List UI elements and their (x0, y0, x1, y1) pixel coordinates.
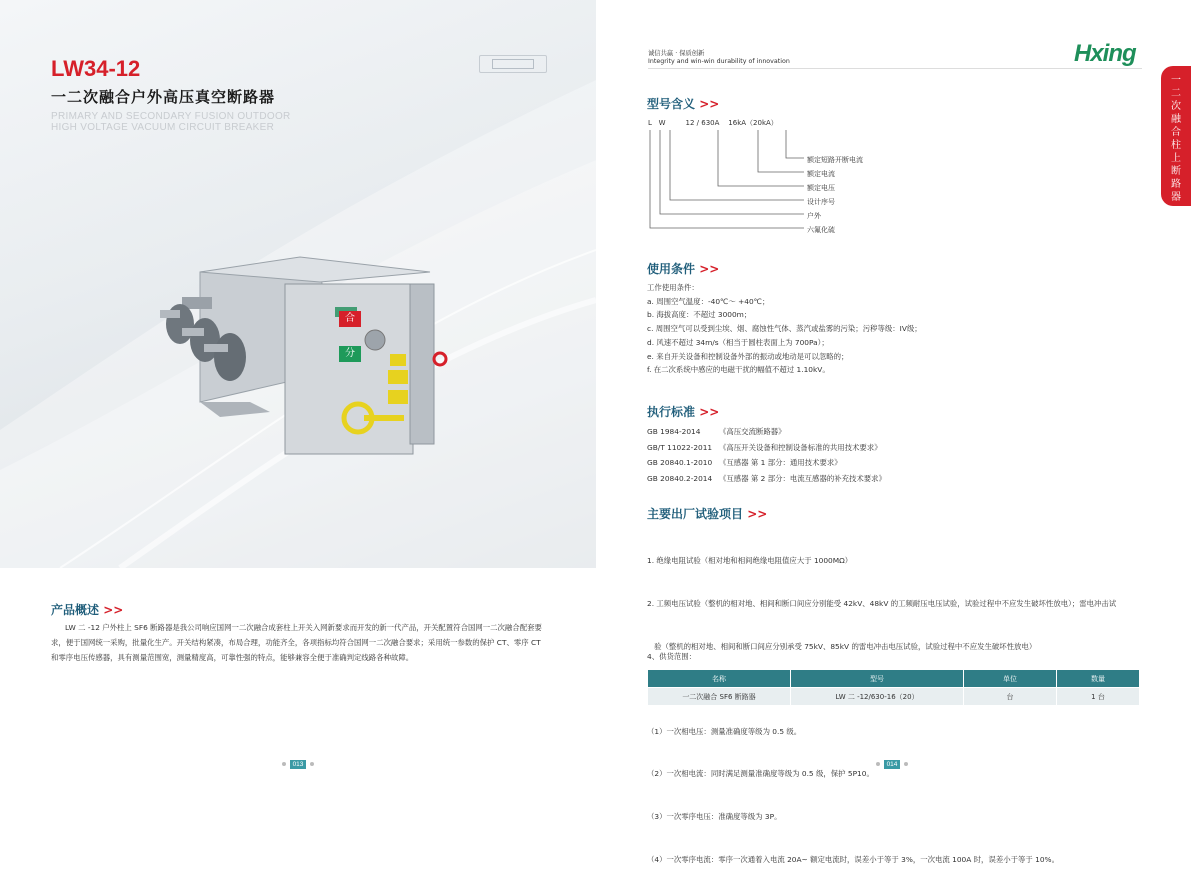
overview-heading-text: 产品概述 (51, 603, 100, 617)
standard-row (647, 455, 1141, 471)
model-meaning-heading-text: 型号含义 (647, 97, 696, 111)
supply-table (647, 669, 1140, 706)
circuit-breaker-illustration (160, 252, 460, 462)
supply-scope-heading: 4、供货范围： (647, 652, 697, 661)
factory-tests-heading-text: 主要出厂试验项目 (647, 507, 744, 521)
table-header-cell: 单位 (964, 670, 1057, 688)
model-code: L W 12 / 630A 16kA（20kA） (648, 119, 778, 127)
close-indicator-label: 合 (339, 311, 361, 327)
page-dot-icon (282, 762, 286, 766)
standards-list (647, 424, 1141, 486)
product-title: LW34-12 (51, 56, 141, 81)
standard-row (647, 471, 1141, 487)
condition-item: e. 来自开关设备和控制设备外部的振动或地动是可以忽略的； (647, 351, 849, 361)
header-divider (648, 68, 1142, 69)
table-header-cell: 数量 (1057, 670, 1140, 688)
standard-name: 《高压开关设备和控制设备标准的共用技术要求》 (719, 442, 882, 452)
standard-code: GB/T 11022-2011 (647, 442, 713, 452)
condition-item: 工作使用条件： (647, 283, 699, 292)
table-row (648, 688, 1140, 706)
condition-item: d. 风速不超过 34m/s（相当于圆柱表面上为 700Pa）； (647, 337, 829, 347)
standard-name: 《高压交流断路器》 (719, 427, 786, 436)
standard-code: GB 20840.2-2014 (647, 473, 713, 483)
open-indicator-label: 分 (339, 346, 361, 362)
standard-code: GB 1984-2014 (647, 427, 701, 436)
test-item: （2）一次相电流：同时满足测量准确度等级为 0.5 级，保护 5P10。 (647, 769, 874, 779)
model-label-4: 设计序号 (807, 198, 835, 206)
standard-row (647, 424, 1141, 440)
overview-paragraph: LW 二 -12 户外柱上 SF6 断路器是我公司响应国网一二次融合成套柱上开关入网新要求而开发的新一代产品，开关配置符合国网一二次融合配套要求，便于国网统一采购，批量化生产。开关结构紧凑，布局合理，功能齐全，各项指标均符合国网一二次融合要求；采用统一参数的保护 CT、零序 CT 和零序电压传感器，具有测量范围宽，测量精度高，可靠性强的特点，能够兼容全便于准确判定线路各种故障。 (51, 623, 542, 662)
standards-heading (647, 403, 719, 420)
factory-tests-list (647, 526, 1141, 895)
left-page (0, 0, 596, 808)
supply-table-header-row (648, 670, 1140, 688)
page-dot-icon (904, 762, 908, 766)
table-cell: 一二次融合 SF6 断路器 (648, 688, 791, 706)
table-cell: 1 台 (1057, 688, 1140, 706)
test-item: 1. 绝缘电阻试验（相对地和相间绝缘电阻值应大于 1000MΩ） (647, 556, 853, 566)
tagline-cn: 诚信共赢 · 保质创新 (648, 50, 705, 57)
brand-logo: Hxing (1074, 40, 1136, 67)
condition-item: c. 周围空气可以受到尘埃、烟、腐蚀性气体、蒸汽或盐雾的污染；污秽等级：IV级； (647, 324, 922, 334)
test-item: 验（整机的相对地、相间和断口间应分别承受 75kV、85kV 的雷电冲击电压试验，试验过程中不应发生破坏性放电） (647, 641, 1037, 651)
table-header-cell: 型号 (791, 670, 964, 688)
tagline-en: Integrity and win-win durability of innovation (648, 58, 790, 65)
heading-arrow-icon: >> (99, 603, 124, 617)
test-item: （4）一次零序电流：零序一次通着入电流 20A~ 额定电流时，误差小于等于 3%，一次电流 100A 时，误差小于等于 10%。 (647, 854, 1059, 864)
page-number-right (862, 758, 922, 770)
heading-arrow-icon: >> (695, 405, 720, 419)
usage-conditions-heading (647, 260, 719, 277)
page-dot-icon (876, 762, 880, 766)
heading-arrow-icon: >> (695, 262, 720, 276)
product-subtitle-en-1: PRIMARY AND SECONDARY FUSION OUTDOOR (51, 111, 291, 122)
factory-tests-heading (647, 505, 767, 522)
table-cell: 台 (964, 688, 1057, 706)
standard-row (647, 440, 1141, 456)
model-label-2: 额定电流 (807, 170, 835, 178)
table-cell: LW 二 -12/630-16（20） (791, 688, 964, 706)
standard-name: 《互感器 第 2 部分：电流互感器的补充技术要求》 (719, 473, 886, 483)
brand-logo-watermark (479, 55, 547, 73)
condition-item: f. 在二次系统中感应的电磁干扰的幅值不超过 1.10kV。 (647, 365, 830, 375)
page-dot-icon (310, 762, 314, 766)
model-label-3: 额定电压 (807, 184, 835, 192)
standard-name: 《互感器 第 1 部分：通用技术要求》 (719, 458, 842, 467)
model-legend-lines (648, 126, 868, 246)
page-number-left (268, 758, 328, 770)
page-number-right-text: 014 (884, 760, 901, 769)
page-number-left-text: 013 (290, 760, 307, 769)
usage-conditions-list (647, 281, 1141, 377)
side-tab-label: 一二次融合柱上断路器 (1171, 75, 1181, 203)
test-item: （1）一次相电压：测量准确度等级为 0.5 级。 (647, 726, 802, 736)
condition-item: a. 周围空气温度：-40℃～ +40℃； (647, 296, 770, 306)
usage-conditions-heading-text: 使用条件 (647, 262, 696, 276)
model-label-5: 户外 (807, 212, 821, 220)
model-label-6: 六氟化硫 (807, 226, 835, 234)
heading-arrow-icon: >> (743, 507, 768, 521)
product-subtitle-en-2: HIGH VOLTAGE VACUUM CIRCUIT BREAKER (51, 122, 275, 133)
right-page (596, 0, 1191, 864)
model-label-1: 额定短路开断电流 (807, 156, 863, 164)
overview-heading (51, 601, 123, 618)
standard-code: GB 20840.1-2010 (647, 458, 713, 467)
product-title-cn: 一二次融合户外高压真空断路器 (51, 88, 276, 106)
test-item: 2. 工频电压试验（整机的相对地、相间和断口间应分别能受 42kV、48kV 的工频耐压电压试验，试验过程中不应发生破坏性放电）；雷电冲击试 (647, 599, 1117, 609)
heading-arrow-icon: >> (695, 97, 720, 111)
standards-heading-text: 执行标准 (647, 405, 696, 419)
condition-item: b. 海拔高度：不超过 3000m； (647, 310, 752, 320)
model-meaning-heading (647, 95, 719, 112)
test-item: （3）一次零序电压：准确度等级为 3P。 (647, 812, 782, 822)
table-header-cell: 名称 (648, 670, 791, 688)
